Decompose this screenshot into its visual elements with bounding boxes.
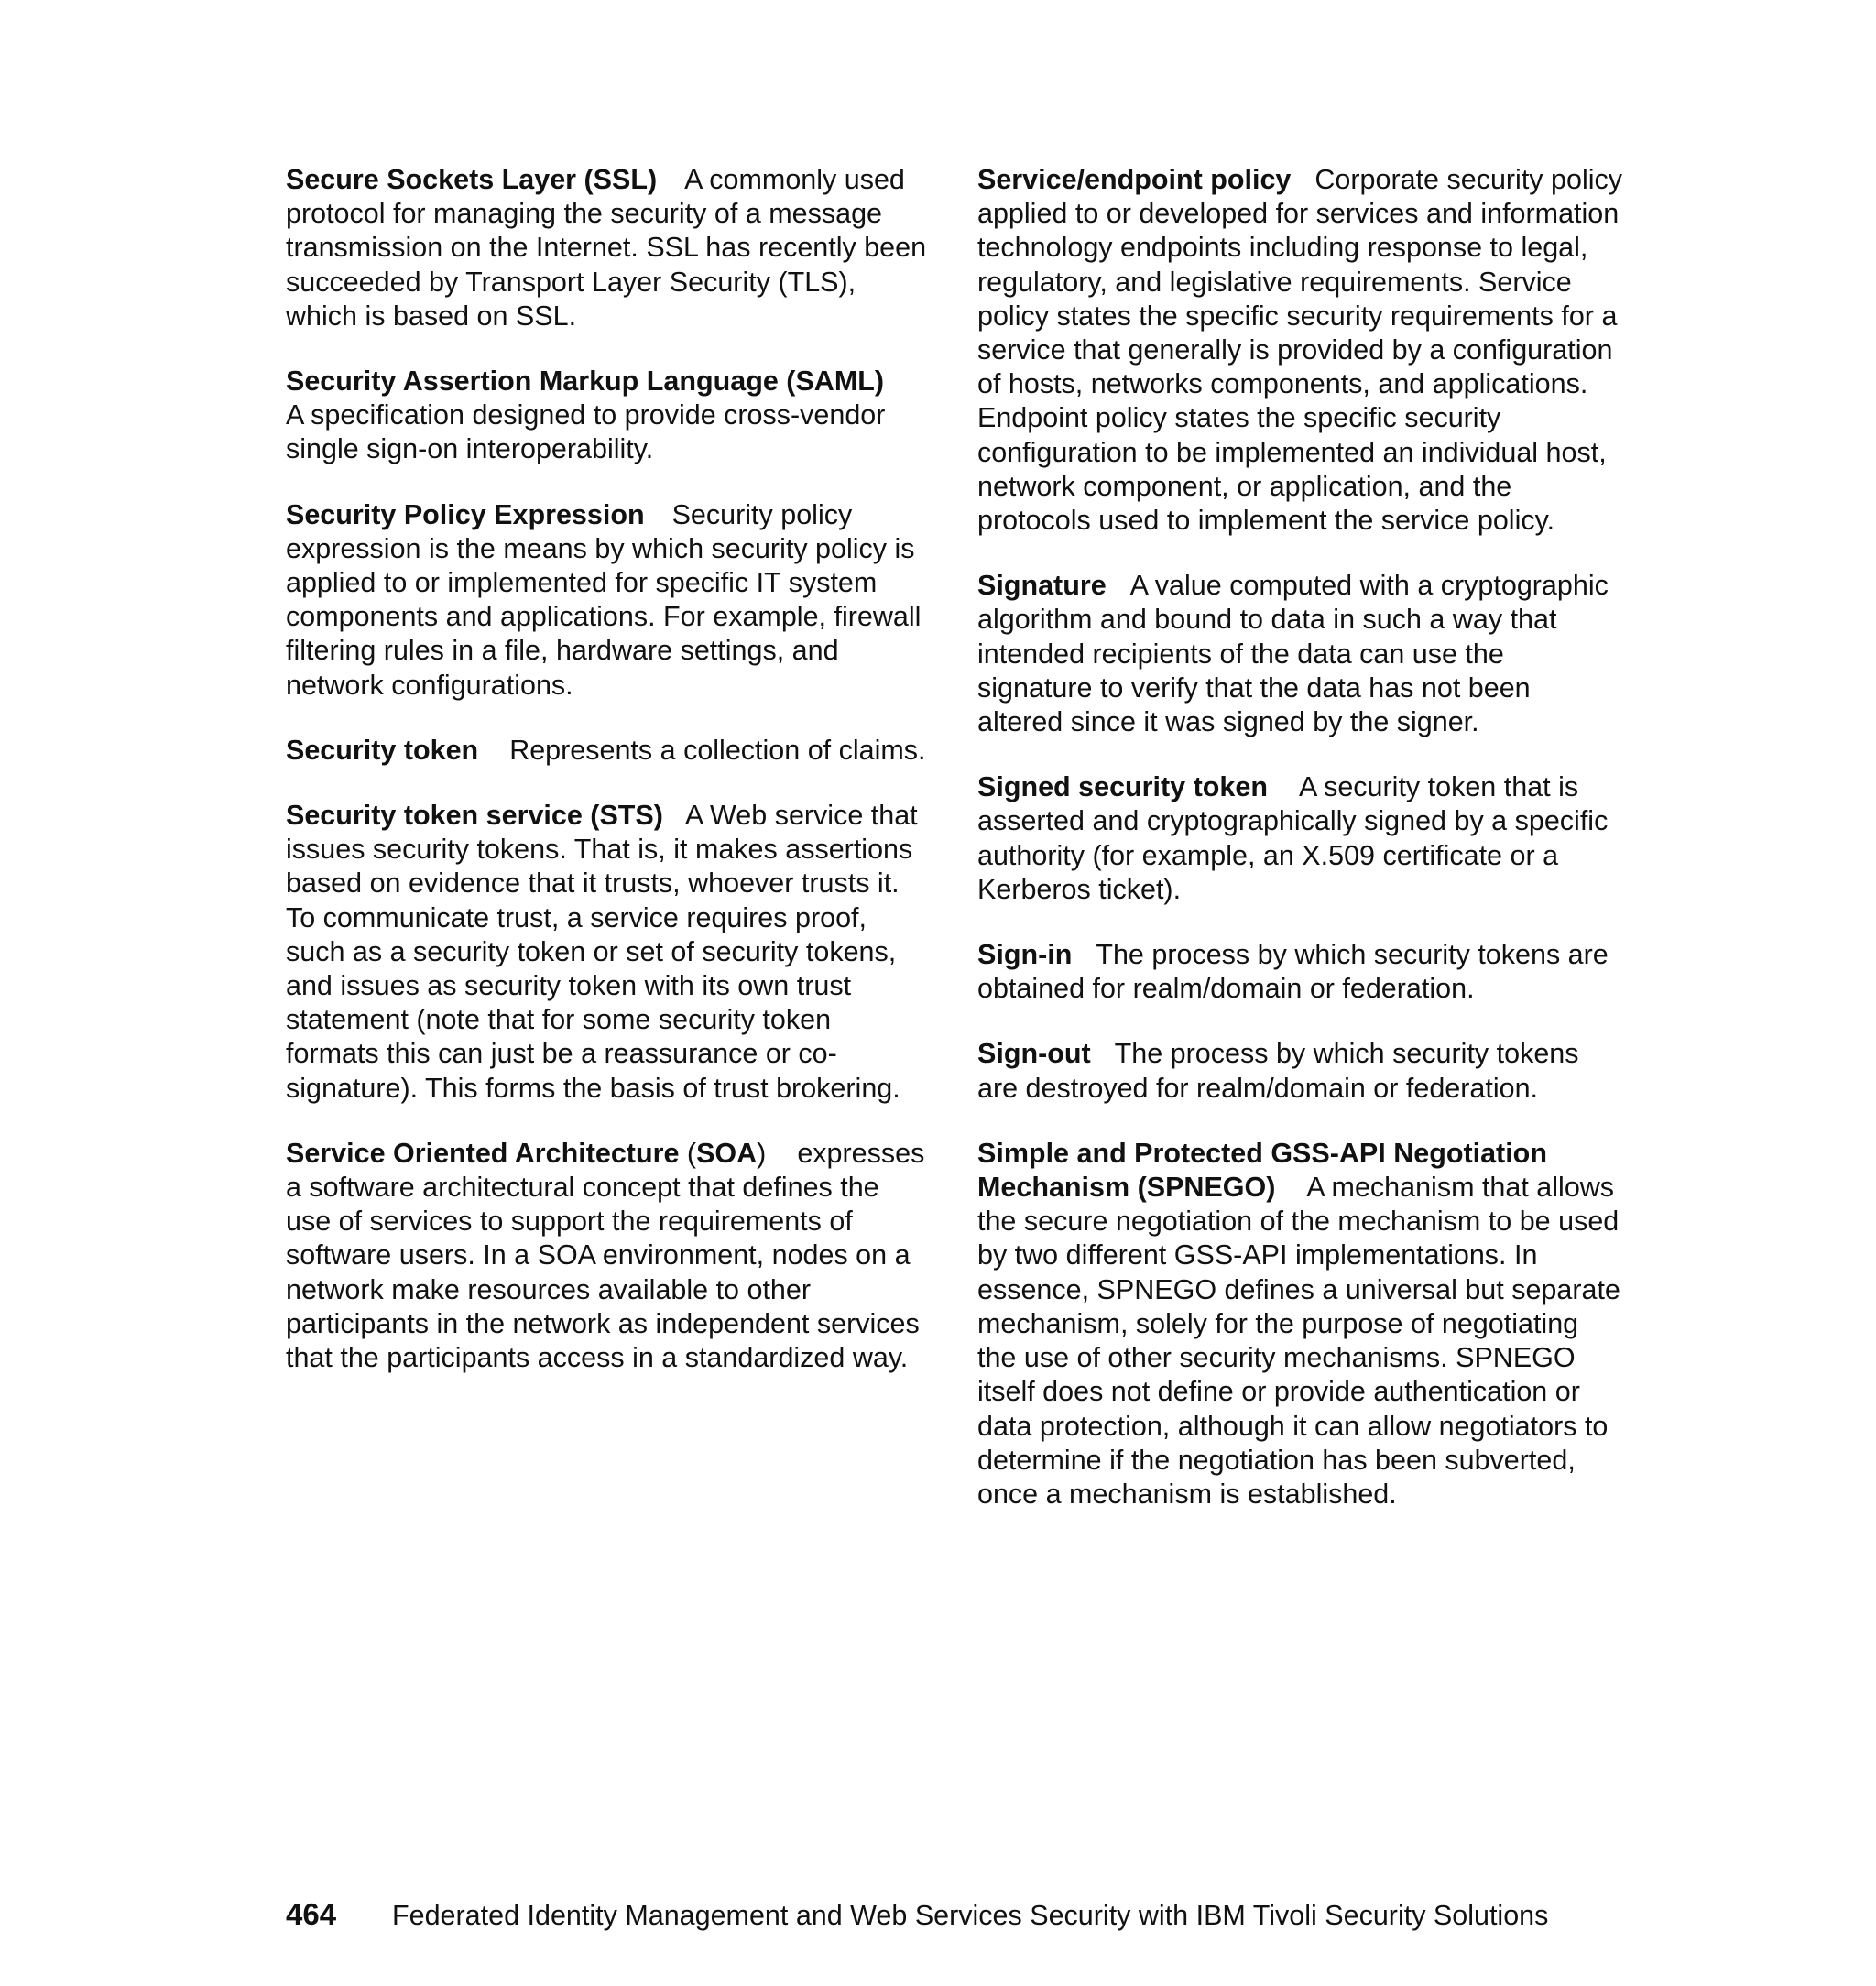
- glossary-definition: Security policy expression is the means by which security policy is applied to or implemented for specific IT system components and applications. For example, firewall filtering rules in a file, hardware settings, and network configurations.: [286, 498, 922, 701]
- glossary-entry-saml: [286, 365, 927, 467]
- glossary-definition: Corporate security policy applied to or developed for services and information technology endpoints including response to legal, regulatory, and legislative requirements. Service policy states the specific security requirements for a service that generally is provided by a configuration of hosts, networks components, and applications. Endpoint policy states the specific security configuration to be implemented an individual host, network component, or application, and the protocols used to implement the service policy.: [977, 164, 1623, 537]
- glossary-entry-sts: [286, 799, 927, 1106]
- glossary-term-abbrev: SOA: [696, 1137, 758, 1169]
- glossary-entry-signed-security-token: [977, 770, 1623, 907]
- glossary-term: Security token service (STS): [286, 800, 663, 832]
- glossary-entry-service-endpoint-policy: [977, 163, 1623, 538]
- glossary-entry-security-token: [286, 734, 927, 768]
- glossary-entry-security-policy-expression: [286, 498, 927, 703]
- glossary-definition: A value computed with a cryptographic algorithm and bound to data in such a way that intended recipients of the data can use the signature to verify that the data has not been altered since it was signed by the signer.: [977, 570, 1609, 738]
- glossary-right-column: [977, 163, 1623, 1543]
- glossary-definition: A mechanism that allows the secure negotiation of the mechanism to be used by two different GSS-API implementations. In essence, SPNEGO defines a universal but separate mechanism, solely for the purpose of negotiating the use of other security mechanisms. SPNEGO itself does not define or provide authentication or data protection, although it can allow negotiators to determine if the negotiation has been subverted, once a mechanism is established.: [977, 1172, 1620, 1510]
- book-title: Federated Identity Management and Web Services Security with IBM Tivoli Security Solutions: [392, 1900, 1549, 1931]
- glossary-entry-ssl: [286, 163, 927, 333]
- glossary-definition: The process by which security tokens are destroyed for realm/domain or federation.: [977, 1038, 1579, 1104]
- glossary-entry-spnego: [977, 1137, 1623, 1511]
- page-footer: [286, 1896, 1548, 1934]
- page-number: 464: [286, 1897, 337, 1931]
- glossary-term: Secure Sockets Layer (SSL): [286, 164, 658, 195]
- glossary-definition: The process by which security tokens are obtained for realm/domain or federation.: [977, 939, 1609, 1005]
- glossary-definition: expresses a software architectural concept that defines the use of services to support the requirements of software users. In a SOA environment, nodes on a network make resources available to other participants in the network as independent services that the participants access in a standardized way.: [286, 1137, 925, 1374]
- glossary-entry-signature: [977, 569, 1623, 739]
- glossary-term: Service Oriented Architecture: [286, 1137, 680, 1169]
- glossary-entry-sign-in: [977, 938, 1623, 1006]
- glossary-term: Signature: [977, 570, 1107, 602]
- glossary-definition: A Web service that issues security tokens. That is, it makes assertions based on evidence that it trusts, whoever trusts it. To communicate trust, a service requires proof, such as a security token or set of security tokens, and issues as security token with its own trust statement (note that for some security token formats this can just be a reassurance or co-signature). This forms the basis of trust brokering.: [286, 800, 918, 1104]
- glossary-term: Security token: [286, 734, 479, 766]
- glossary-term: Service/endpoint policy: [977, 164, 1292, 195]
- glossary-definition: Represents a collection of claims.: [509, 734, 926, 766]
- glossary-definition: A specification designed to provide cross-vendor single sign-on interoperability.: [286, 399, 886, 465]
- glossary-entry-soa: Service Oriented Architecture (SOA) expresses a software architectural concept that defines the use of services to support the requirements of software users. In a SOA environment, nodes on a network make resources available to other participants in the network as independent services that the participants access in a standardized way.: [286, 1137, 925, 1374]
- glossary-term: Sign-out: [977, 1038, 1091, 1070]
- glossary-entry-sign-out: [977, 1037, 1623, 1105]
- glossary-left-column: [286, 163, 927, 1406]
- glossary-term: Signed security token: [977, 771, 1268, 803]
- glossary-term: Simple and Protected GSS-API Negotiation Mechanism (SPNEGO): [977, 1137, 1547, 1204]
- glossary-term: Security Assertion Markup Language (SAML): [286, 366, 885, 398]
- glossary-term: Security Policy Expression: [286, 498, 645, 530]
- glossary-definition: A commonly used protocol for managing the security of a message transmission on the Internet. SSL has recently been succeeded by Transport Layer Security (TLS), which is based on SSL.: [286, 164, 927, 332]
- glossary-definition: A security token that is asserted and cryptographically signed by a specific authority (for example, an X.509 certificate or a Kerberos ticket).: [977, 771, 1609, 905]
- glossary-term: Sign-in: [977, 939, 1073, 971]
